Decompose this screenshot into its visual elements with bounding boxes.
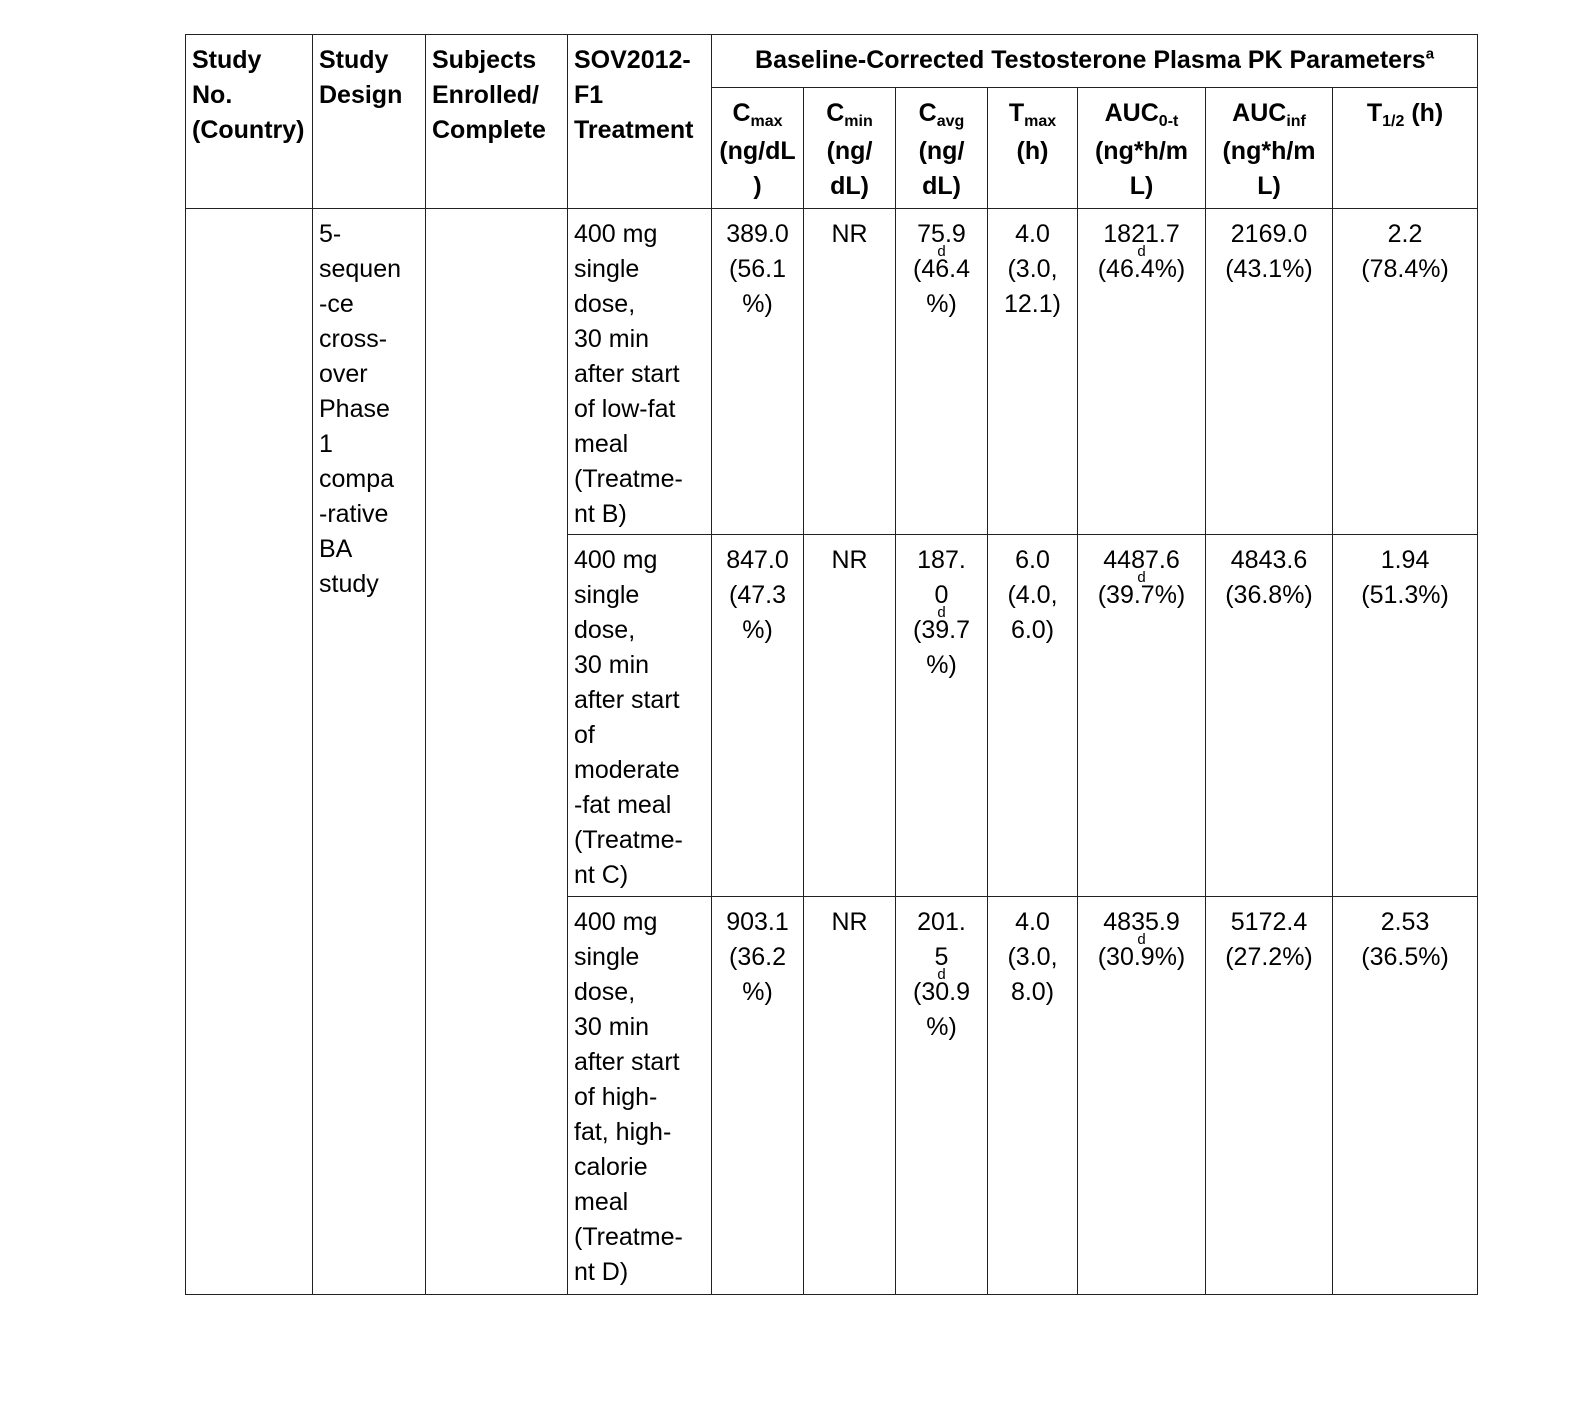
cell-thalf [1333,535,1478,897]
cell-cmin: NR [804,209,896,535]
param-subscript: avg [936,113,965,130]
treatment-line: after start [574,686,680,714]
value-line: 75.9 d [902,217,981,252]
cell-treatment [568,897,712,1295]
cell-study-design [313,209,426,1295]
value-text: 75.9 [917,220,966,248]
design-line: -ce [319,290,354,318]
value-line: %) [926,651,957,679]
design-line: over [319,360,368,388]
cell-thalf [1333,209,1478,535]
value-line: %) [742,616,773,644]
treatment-line: of low-fat [574,395,676,423]
treatment-line: of [574,721,595,749]
header-study-design: Study Design [313,35,426,209]
value-line: (51.3%) [1361,581,1449,609]
value-line: (39.7%) [1097,581,1186,609]
cell-cmin: NR [804,897,896,1295]
value-line: (46.4%) [1097,255,1186,283]
value-line: 2.2 [1387,220,1423,248]
design-line: BA [319,535,353,563]
treatment-line: dose, [574,616,636,644]
value-line: %) [926,290,957,318]
treatment-line: of high- [574,1083,658,1111]
header-auc0t [1078,88,1206,209]
header-treatment: SOV2012- F1 Treatment [568,35,712,209]
cell-thalf [1333,897,1478,1295]
value-line: (56.1 [729,255,786,283]
treatment-line: moderate [574,756,680,784]
value-line: (46.4 [913,255,970,283]
cell-aucinf [1206,209,1333,535]
treatment-line: -fat meal [574,791,672,819]
treatment-line: 30 min [574,325,650,353]
cell-auc0t [1078,897,1206,1295]
header-aucinf [1206,88,1333,209]
cell-cmax [712,209,804,535]
value-line: (30.9 [913,978,970,1006]
design-line: study [319,570,379,598]
treatment-line: meal [574,430,629,458]
value-line: (39.7 [913,616,970,644]
value-line: %) [742,290,773,318]
value-text: 5 [934,943,949,971]
value-line: 1.94 [1380,546,1430,574]
treatment-line: single [574,255,640,283]
value-line: 4.0 [1015,908,1050,936]
value-line: (36.5%) [1361,943,1449,971]
treatment-line: single [574,943,640,971]
header-subjects: Subjects Enrolled/ Complete [426,35,568,209]
param-subscript: 0-t [1158,113,1179,130]
value-line: %) [742,978,773,1006]
value-text: 4487.6 [1103,546,1180,574]
design-line: Phase [319,395,390,423]
treatment-line: nt D) [574,1258,629,1286]
value-line: (3.0, [1007,255,1058,283]
value-line: 2169.0 [1230,220,1308,248]
treatment-line: single [574,581,640,609]
header-row-1 [186,35,1478,88]
param-subscript: inf [1286,113,1306,130]
value-line: 5 d [902,940,981,975]
value-line: 187. [917,546,966,574]
cell-cavg [896,535,988,897]
design-line: -rative [319,500,389,528]
value-line: 4.0 [1015,220,1050,248]
cell-tmax [988,209,1078,535]
cell-subjects [426,209,568,1295]
param-unit: (ng/dL ) [719,137,796,200]
header-study-no: Study No. (Country) [186,35,313,209]
header-cmax [712,88,804,209]
param-symbol: C [732,99,751,127]
treatment-line: 30 min [574,1013,650,1041]
header-tmax [988,88,1078,209]
param-symbol: C [918,99,937,127]
param-unit: (ng*h/m L) [1094,137,1189,200]
value-line: (36.2 [729,943,786,971]
cell-tmax [988,897,1078,1295]
treatment-line: 30 min [574,651,650,679]
header-pk-group-text: Baseline-Corrected Testosterone Plasma PK Parameters [755,46,1426,74]
value-line: 6.0 [1015,546,1050,574]
cell-cavg [896,897,988,1295]
param-subscript: max [750,113,783,130]
param-unit: (ng*h/m L) [1222,137,1316,200]
value-line: (78.4%) [1361,255,1449,283]
treatment-line: fat, high- [574,1118,672,1146]
cell-cavg [896,209,988,535]
cell-auc0t [1078,209,1206,535]
treatment-line: dose, [574,978,636,1006]
design-line: cross- [319,325,388,353]
param-symbol: AUC [1104,99,1159,127]
cell-aucinf [1206,535,1333,897]
param-symbol: C [826,99,845,127]
value-line: (30.9%) [1097,943,1186,971]
value-line: 1821.7 d [1084,217,1199,252]
design-line: sequen [319,255,402,283]
treatment-line: nt C) [574,861,629,889]
param-unit: (ng/ dL) [826,137,873,200]
value-line: (3.0, [1007,943,1058,971]
treatment-line: after start [574,360,680,388]
value-line: 4843.6 [1230,546,1308,574]
header-cmin [804,88,896,209]
param-symbol: T [1008,99,1025,127]
param-symbol: T [1366,99,1383,127]
header-pk-group [712,35,1478,88]
value-line: (43.1%) [1225,255,1313,283]
table-row-treatment-b [186,209,1478,535]
value-line: 4835.9 d [1084,905,1199,940]
treatment-line: 400 mg [574,908,658,936]
cell-aucinf [1206,897,1333,1295]
cell-cmin: NR [804,535,896,897]
value-line: (4.0, [1007,581,1058,609]
treatment-line: (Treatme- [574,1223,683,1251]
param-symbol: AUC [1232,99,1287,127]
treatment-line: 400 mg [574,546,658,574]
pk-parameters-table [185,34,1478,1295]
treatment-line: meal [574,1188,629,1216]
param-subscript: max [1024,113,1057,130]
cell-tmax [988,535,1078,897]
value-line: (47.3 [729,581,786,609]
design-line: compa [319,465,395,493]
treatment-line: 400 mg [574,220,658,248]
cell-cmax [712,535,804,897]
header-thalf [1333,88,1478,209]
cell-treatment [568,209,712,535]
value-line: 389.0 [726,220,789,248]
treatment-line: (Treatme- [574,465,683,493]
value-line: 12.1) [1004,290,1061,318]
param-subscript: min [844,113,873,130]
cell-study-no [186,209,313,1295]
treatment-line: after start [574,1048,680,1076]
design-line: 5- [319,220,342,248]
treatment-line: calorie [574,1153,648,1181]
value-line: 6.0) [1010,616,1055,644]
value-line: (27.2%) [1225,943,1313,971]
value-line: 4487.6 d [1084,543,1199,578]
cell-cmax [712,897,804,1295]
cell-treatment [568,535,712,897]
treatment-line: dose, [574,290,636,318]
param-subscript: 1/2 [1382,113,1405,130]
value-line: 201. [917,908,966,936]
value-text: 4835.9 [1103,908,1180,936]
param-unit: (h) [1016,137,1049,165]
value-line: 0 d [902,578,981,613]
design-line: 1 [319,430,333,458]
value-line: 903.1 [726,908,789,936]
value-line: %) [926,1013,957,1041]
cell-auc0t [1078,535,1206,897]
value-text: 0 [934,581,949,609]
param-unit: (h) [1411,99,1444,127]
value-line: (36.8%) [1225,581,1313,609]
value-text: 1821.7 [1103,220,1180,248]
value-line: 2.53 [1380,908,1430,936]
treatment-line: nt B) [574,500,627,528]
value-line: 5172.4 [1230,908,1308,936]
treatment-line: (Treatme- [574,826,683,854]
header-pk-group-footnote: a [1425,45,1435,63]
param-unit: (ng/ dL) [918,137,965,200]
value-line: 8.0) [1010,978,1055,1006]
value-line: 847.0 [726,546,789,574]
header-cavg [896,88,988,209]
